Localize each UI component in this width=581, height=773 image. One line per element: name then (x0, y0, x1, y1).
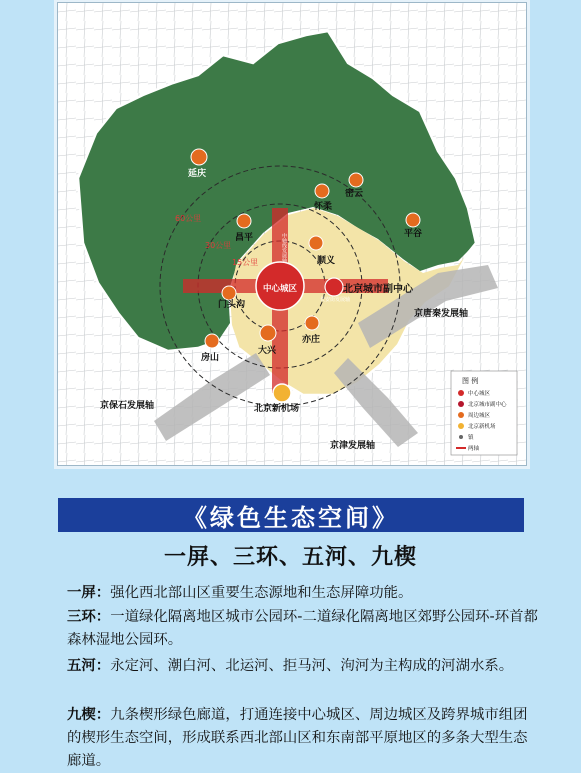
desc-term: 一屏： (67, 585, 111, 601)
desc-item-rivers (67, 655, 539, 678)
svg-text:顺义: 顺义 (317, 256, 336, 266)
svg-text:周边城区: 周边城区 (468, 413, 491, 419)
section-subtitle: 一屏、三环、五河、九楔 (163, 545, 417, 570)
svg-text:北京城市副中心: 北京城市副中心 (468, 402, 507, 408)
desc-text: 永定河、潮白河、北运河、拒马河、泃河为主构成的河湖水系。 (110, 658, 514, 674)
sub-center-marker (325, 278, 343, 296)
svg-text:密云: 密云 (345, 189, 364, 199)
desc-term: 三环： (67, 609, 111, 625)
label-axis-vertical: 中轴线发展轴 (281, 233, 287, 263)
label-60km: 60公里 (175, 214, 202, 223)
label-15km: 15公里 (232, 258, 259, 267)
label-center-district: 中心城区 (262, 284, 298, 294)
desc-item-wedges (67, 704, 539, 773)
svg-text:北京新机场: 北京新机场 (254, 404, 300, 414)
desc-text: 强化西北部山区重要生态源地和生态屏障功能。 (110, 585, 413, 601)
label-corridor-jingbaoshi: 京保石发展轴 (100, 401, 155, 411)
desc-item-screen (67, 582, 539, 605)
label-corridor-jingjin: 京津发展轴 (330, 441, 376, 451)
svg-text:图 例: 图 例 (462, 377, 479, 385)
svg-text:房山: 房山 (201, 353, 220, 363)
svg-text:昌平: 昌平 (235, 233, 254, 243)
label-sub-center: 北京城市副中心 (343, 284, 413, 295)
label-axis-horizontal: 长安街发展轴 (320, 297, 351, 303)
svg-text:延庆: 延庆 (188, 169, 207, 179)
label-30km: 30公里 (205, 241, 232, 250)
svg-text:门头沟: 门头沟 (218, 300, 246, 310)
beijing-ecology-map (57, 2, 527, 466)
map-graphic (58, 3, 526, 465)
svg-text:亦庄: 亦庄 (302, 335, 321, 345)
desc-term: 五河： (67, 658, 111, 674)
desc-term: 九楔： (67, 707, 111, 723)
svg-text:中心城区: 中心城区 (468, 391, 491, 397)
map-legend (451, 371, 517, 455)
desc-text: 一道绿化隔离地区城市公园环-二道绿化隔离地区郊野公园环-环首都森林湿地公园环。 (67, 609, 538, 648)
svg-text:两轴: 两轴 (468, 446, 480, 452)
svg-text:大兴: 大兴 (258, 346, 277, 356)
desc-item-rings (67, 606, 539, 652)
label-corridor-jingtangqin: 京唐秦发展轴 (414, 309, 469, 319)
desc-text: 九条楔形绿色廊道，打通连接中心城区、周边城区及跨界城市组团的楔形生态空间，形成联系西北部山区和东南部平原地区的多条大型生态廊道。 (67, 707, 528, 769)
svg-text:镇: 镇 (468, 435, 474, 441)
svg-text:平谷: 平谷 (404, 229, 423, 239)
section-banner (58, 498, 524, 532)
banner-title: 《绿色生态空间》 (183, 503, 399, 532)
svg-text:怀柔: 怀柔 (314, 202, 333, 212)
svg-text:北京新机场: 北京新机场 (468, 424, 496, 430)
